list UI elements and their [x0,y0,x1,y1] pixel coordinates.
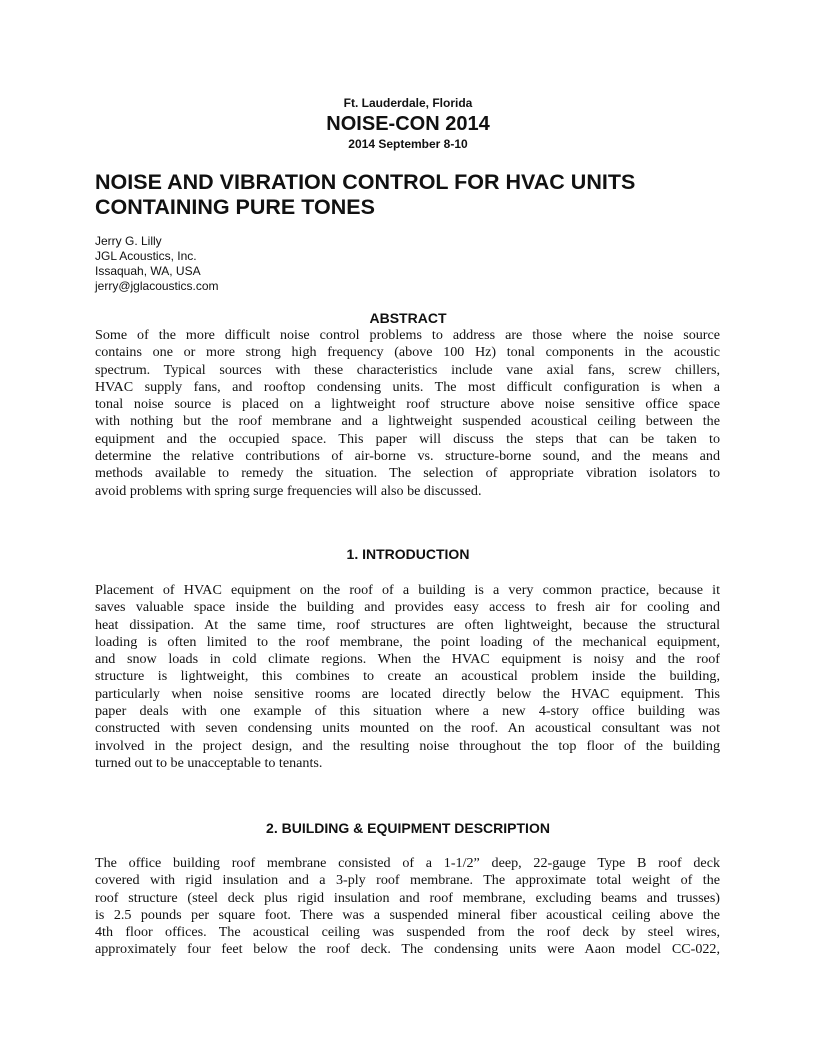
paper-title-line: CONTAINING PURE TONES [95,195,375,219]
author-block [95,234,219,294]
text-line: constructed with seven condensing units mounted on the roof. An acoustical consultant was not [95,720,720,737]
section-2-heading: 2. BUILDING & EQUIPMENT DESCRIPTION [266,820,550,836]
text-line: tonal noise source is placed on a lightweight roof structure above noise sensitive office space [95,396,720,413]
text-line: and snow loads in cold climate regions. When the HVAC equipment is noisy and the roof [95,651,720,668]
text-line: determine the relative contributions of air-borne vs. structure-borne sound, and the means and [95,448,720,465]
section-1-heading: 1. INTRODUCTION [346,546,470,562]
text-line: involved in the project design, and the resulting noise throughout the top floor of the building [95,737,720,754]
text-line: The office building roof membrane consisted of a 1-1/2” deep, 22-gauge Type B roof deck [95,855,720,871]
author-name: Jerry G. Lilly [95,234,162,248]
conference-date: 2014 September 8-10 [348,137,468,151]
paper-title-line: NOISE AND VIBRATION CONTROL FOR HVAC UNITS [95,170,636,194]
text-line: structure is lightweight, this combines to create an acoustical problem inside the building, [95,668,720,685]
section-2-paragraph [95,855,720,959]
conference-name: NOISE-CON 2014 [326,113,490,135]
text-line: avoid problems with spring surge frequencies will also be discussed. [95,482,482,499]
text-line: covered with rigid insulation and a 3-ply roof membrane. The approximate total weight of the [95,872,720,889]
section-1-paragraph [95,582,720,772]
abstract-heading: ABSTRACT [369,310,447,326]
paper-title [95,170,735,220]
text-line: approximately four feet below the roof deck. The condensing units were Aaon model CC-022, [95,941,720,958]
text-line: heat dissipation. At the same time, roof structures are often lightweight, because the structural [95,616,720,633]
text-line: Placement of HVAC equipment on the roof of a building is a very common practice, because it [95,582,720,598]
author-email: jerry@jglacoustics.com [95,279,219,293]
text-line: particularly when noise sensitive rooms are located directly below the HVAC equipment. This [95,685,720,702]
text-line: 4th floor offices. The acoustical ceiling was suspended from the roof deck by steel wires, [95,924,720,941]
text-line: spectrum. Typical sources with these characteristics include vane axial fans, screw chillers, [95,361,720,378]
text-line: methods available to remedy the situation. The selection of appropriate vibration isolators to [95,465,720,482]
abstract-paragraph [95,327,720,500]
text-line: equipment and the occupied space. This paper will discuss the steps that can be taken to [95,430,720,447]
author-location: Issaquah, WA, USA [95,264,201,278]
text-line: loading is often limited to the roof membrane, the point loading of the mechanical equipment, [95,633,720,650]
author-affiliation: JGL Acoustics, Inc. [95,249,197,263]
text-line: HVAC supply fans, and rooftop condensing units. The most difficult configuration is when a [95,378,720,395]
text-line: roof structure (steel deck plus rigid insulation and roof membrane, excluding beams and trusses) [95,889,720,906]
conference-location: Ft. Lauderdale, Florida [343,96,473,110]
text-line: paper deals with one example of this situation where a new 4-story office building was [95,703,720,720]
text-line: contains one or more strong high frequency (above 100 Hz) tonal components in the acoustic [95,344,720,361]
text-line: turned out to be unacceptable to tenants. [95,754,323,771]
text-line: Some of the more difficult noise control problems to address are those where the noise source [95,327,720,343]
text-line: with nothing but the roof membrane and a lightweight suspended acoustical ceiling between the [95,413,720,430]
text-line: saves valuable space inside the building and provides easy access to fresh air for cooling and [95,599,720,616]
text-line: is 2.5 pounds per square foot. There was a suspended mineral fiber acoustical ceiling above the [95,906,720,923]
